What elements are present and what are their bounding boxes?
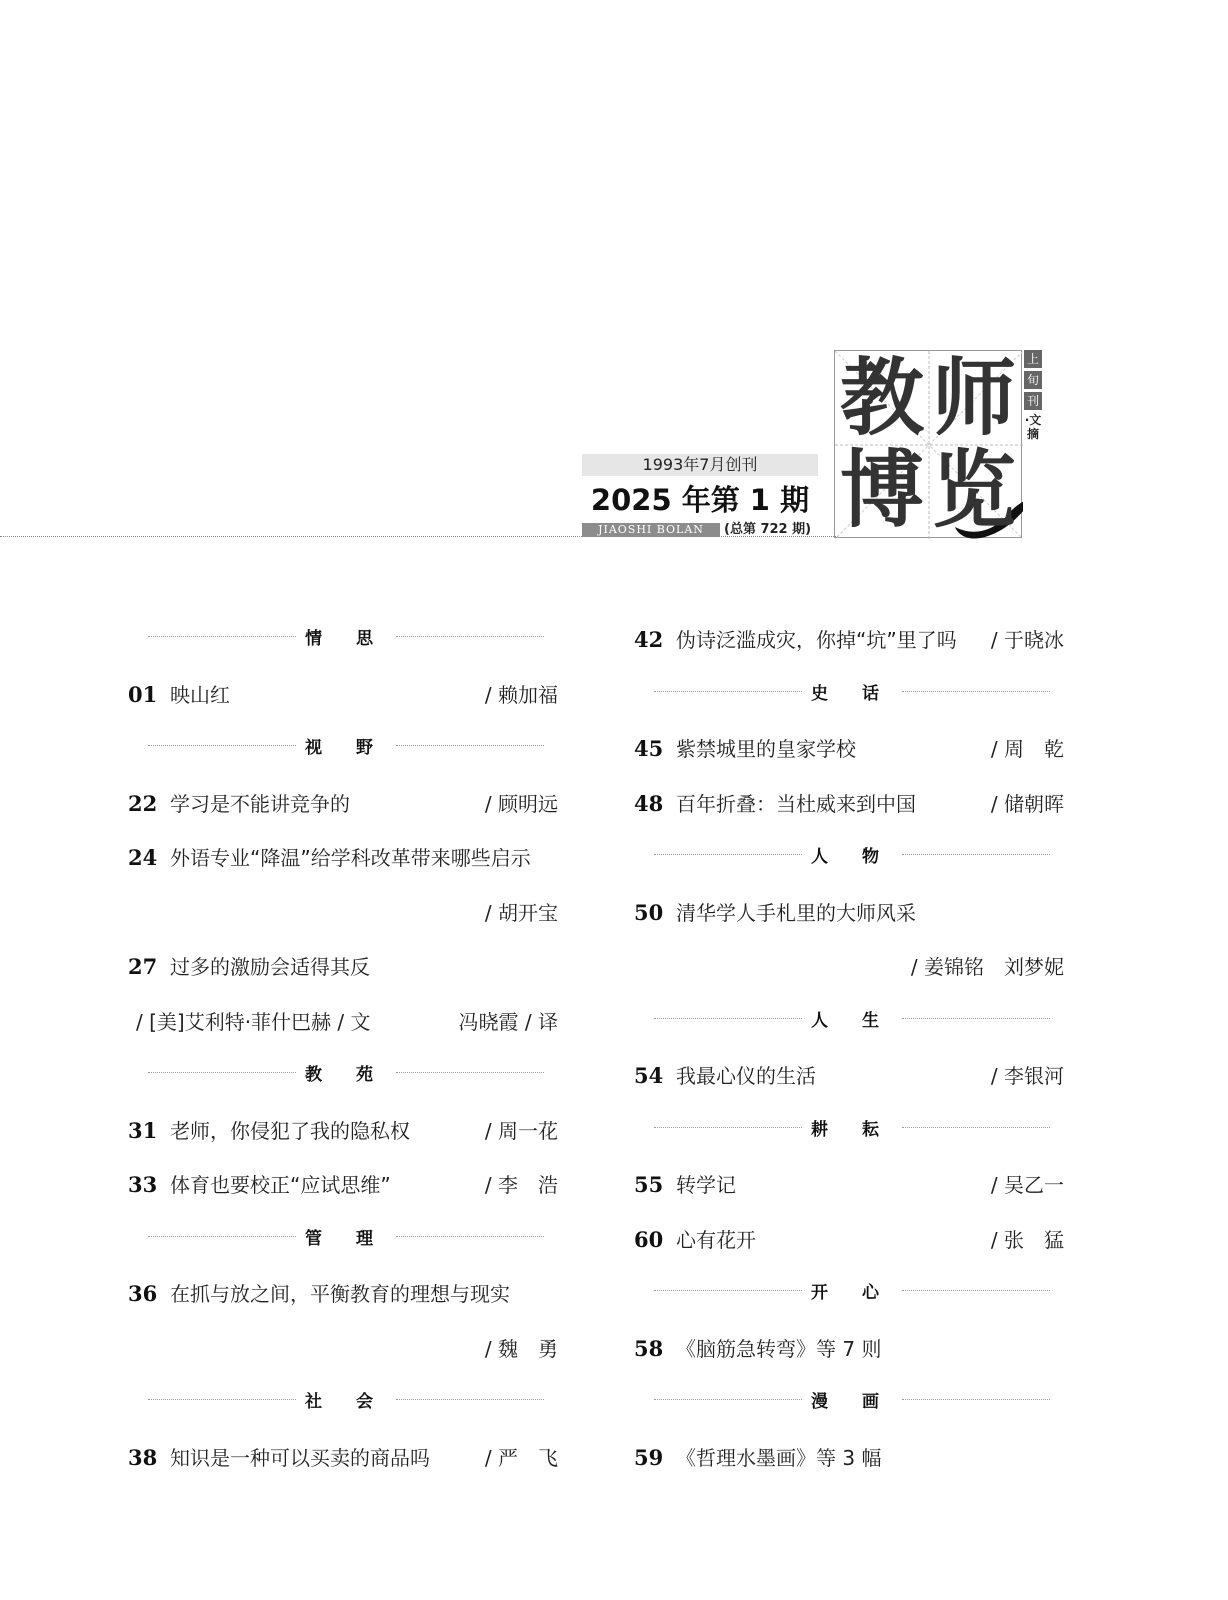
section-rule-left: [148, 1072, 296, 1073]
section-header: [148, 1212, 544, 1268]
page-number: 60: [634, 1227, 664, 1252]
article-title: 过多的激励会适得其反: [170, 955, 370, 979]
section-rule-left: [654, 854, 802, 855]
pinyin-label: JIAOSHI BOLAN: [582, 523, 720, 537]
section-header: [654, 830, 1050, 886]
page-number: 42: [634, 627, 664, 652]
section-rule-left: [148, 745, 296, 746]
edition-suffix: ·文摘: [1024, 413, 1042, 441]
toc-entry[interactable]: [634, 1222, 1064, 1258]
toc-entry[interactable]: [128, 1276, 558, 1312]
edition-char: 上: [1024, 350, 1042, 368]
section-rule-left: [654, 691, 802, 692]
page-number: 59: [634, 1445, 664, 1470]
section-header: [654, 994, 1050, 1050]
article-author: / [美]艾利特·菲什巴赫 / 文: [136, 1010, 371, 1034]
logo-char-4: 览: [931, 441, 1016, 539]
section-rule-left: [654, 1290, 802, 1291]
section-rule-right: [396, 1236, 544, 1237]
total-issue-label: (总第 722 期): [724, 522, 812, 537]
toc-entry[interactable]: [634, 1058, 1064, 1094]
toc-entry[interactable]: [634, 1167, 1064, 1203]
section-header: [654, 667, 1050, 723]
toc-author-line: [128, 1004, 558, 1040]
page-number: 36: [128, 1281, 158, 1306]
page-number: 22: [128, 791, 158, 816]
article-title: 清华学人手札里的大师风采: [676, 901, 916, 925]
article-author: / 严 飞: [484, 1446, 558, 1470]
toc-entry[interactable]: [128, 1167, 558, 1203]
toc-author-line: [634, 949, 1064, 985]
toc-entry[interactable]: [634, 895, 1064, 931]
article-author: / 魏 勇: [484, 1337, 558, 1361]
section-rule-left: [148, 636, 296, 637]
toc-author-line: [128, 1331, 558, 1367]
page-number: 01: [128, 682, 158, 707]
section-rule-right: [396, 745, 544, 746]
toc-entry[interactable]: [128, 840, 558, 876]
section-rule-right: [396, 1072, 544, 1073]
edition-badge: [1024, 350, 1044, 441]
article-author: / 顾明远: [484, 792, 558, 816]
page-number: 24: [128, 845, 158, 870]
section-rule-right: [396, 636, 544, 637]
article-author: / 李银河: [990, 1064, 1064, 1088]
section-title: 耕 耘: [811, 1120, 893, 1140]
section-header: [654, 1103, 1050, 1159]
article-author: / 于晓冰: [990, 628, 1064, 652]
section-header: [148, 612, 544, 668]
article-translator: 冯晓霞 / 译: [458, 1010, 558, 1034]
section-header: [148, 721, 544, 777]
issue-label: 2025 年第 1 期: [590, 483, 810, 517]
toc-entry[interactable]: [634, 1440, 1064, 1476]
section-title: 史 话: [811, 684, 893, 704]
edition-char: 刊: [1024, 392, 1042, 410]
article-title: 老师，你侵犯了我的隐私权: [170, 1119, 410, 1143]
article-author: / 李 浩: [484, 1173, 558, 1197]
section-title: 人 生: [811, 1011, 893, 1031]
section-title: 教 苑: [305, 1065, 387, 1085]
toc-entry[interactable]: [128, 1440, 558, 1476]
toc-entry[interactable]: [128, 677, 558, 713]
article-title: 转学记: [676, 1173, 736, 1197]
section-title: 社 会: [305, 1392, 387, 1412]
article-author: / 胡开宝: [484, 901, 558, 925]
article-author: / 姜锦铭 刘梦妮: [910, 955, 1064, 979]
section-header: [148, 1375, 544, 1431]
article-author: / 张 猛: [990, 1228, 1064, 1252]
section-title: 漫 画: [811, 1392, 893, 1412]
section-title: 情 思: [305, 629, 387, 649]
logo-char-1: 教: [839, 349, 924, 447]
article-title: 体育也要校正“应试思维”: [170, 1173, 391, 1197]
article-title: 紫禁城里的皇家学校: [676, 737, 856, 761]
magazine-logo: [834, 350, 1022, 538]
logo-char-3: 博: [839, 441, 924, 539]
article-author: / 赖加福: [484, 683, 558, 707]
section-rule-right: [902, 1018, 1050, 1019]
toc-entry[interactable]: [634, 731, 1064, 767]
article-title: 《哲理水墨画》等 3 幅: [676, 1446, 882, 1470]
page-number: 55: [634, 1172, 664, 1197]
article-author: / 储朝晖: [990, 792, 1064, 816]
section-rule-right: [902, 1127, 1050, 1128]
section-title: 人 物: [811, 847, 893, 867]
page-number: 31: [128, 1118, 158, 1143]
section-rule-left: [148, 1399, 296, 1400]
article-author: / 吴乙一: [990, 1173, 1064, 1197]
section-rule-left: [654, 1399, 802, 1400]
article-title: 百年折叠：当杜威来到中国: [676, 792, 916, 816]
article-title: 学习是不能讲竞争的: [170, 792, 350, 816]
article-author: / 周 乾: [990, 737, 1064, 761]
article-title: 心有花开: [676, 1228, 756, 1252]
toc-entry[interactable]: [634, 622, 1064, 658]
toc-entry[interactable]: [634, 1331, 1064, 1367]
page-number: 27: [128, 954, 158, 979]
page-number: 45: [634, 736, 664, 761]
toc-entry[interactable]: [128, 1113, 558, 1149]
section-header: [148, 1048, 544, 1104]
article-title: 外语专业“降温”给学科改革带来哪些启示: [170, 846, 531, 870]
article-author: / 周一花: [484, 1119, 558, 1143]
section-rule-right: [902, 1399, 1050, 1400]
founded-label: 1993年7月创刊: [582, 454, 818, 476]
section-rule-right: [902, 854, 1050, 855]
toc-entry[interactable]: [128, 949, 558, 985]
section-rule-right: [902, 1290, 1050, 1291]
page-number: 50: [634, 900, 664, 925]
page-number: 33: [128, 1172, 158, 1197]
article-title: 我最心仪的生活: [676, 1064, 816, 1088]
article-title: 伪诗泛滥成灾，你掉“坑”里了吗: [676, 628, 957, 652]
section-header: [654, 1375, 1050, 1431]
article-title: 知识是一种可以买卖的商品吗: [170, 1446, 430, 1470]
page-number: 54: [634, 1063, 664, 1088]
toc-entry[interactable]: [634, 786, 1064, 822]
page-number: 38: [128, 1445, 158, 1470]
section-rule-left: [654, 1018, 802, 1019]
logo-char-2: 师: [931, 349, 1016, 447]
section-rule-right: [902, 691, 1050, 692]
page-number: 58: [634, 1336, 664, 1361]
section-header: [654, 1266, 1050, 1322]
toc-entry[interactable]: [128, 786, 558, 822]
section-rule-left: [148, 1236, 296, 1237]
article-title: 《脑筋急转弯》等 7 则: [676, 1337, 882, 1361]
article-title: 映山红: [170, 683, 230, 707]
section-rule-left: [654, 1127, 802, 1128]
edition-char: 旬: [1024, 371, 1042, 389]
page-number: 48: [634, 791, 664, 816]
section-title: 视 野: [305, 738, 387, 758]
section-title: 管 理: [305, 1229, 387, 1249]
section-title: 开 心: [811, 1283, 893, 1303]
toc-author-line: [128, 895, 558, 931]
article-title: 在抓与放之间，平衡教育的理想与现实: [170, 1282, 510, 1306]
section-rule-right: [396, 1399, 544, 1400]
